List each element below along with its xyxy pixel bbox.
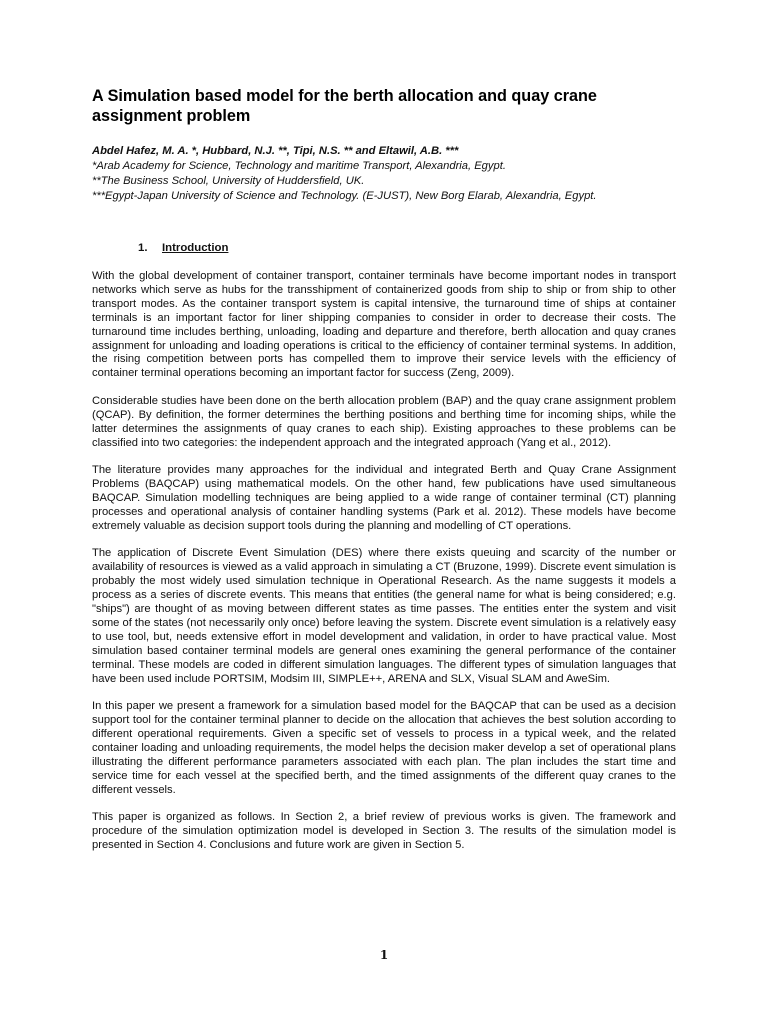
section-heading-introduction bbox=[138, 240, 676, 256]
author-block bbox=[92, 144, 676, 204]
paragraph-3: The literature provides many approaches for the individual and integrated Berth and Quay Crane Assignment Problems (BAQCAP) using mathematical models. On the other hand, few publications have used simultaneous BAQCAP. Simulation modelling techniques are being applied to a wide range of container terminal (CT) planning processes and operational analysis of container handling systems (Park et al. 2012). These models have become extremely valuable as decision support tools during the planning and modelling of CT operations. bbox=[92, 464, 676, 532]
paper-title: A Simulation based model for the berth allocation and quay crane assignment problem bbox=[92, 87, 597, 125]
paragraph-4: The application of Discrete Event Simulation (DES) where there exists queuing and scarcity of the number or availability of resources is viewed as a valid approach in simulating a CT (Bruzone, 1999). Discrete event simulation is probably the most widely used simulation technique in Operational Research. As the name suggests it models a process as a series of discrete events. This means that entities (the general name for what is being considered; e.g. "ships") are thought of as moving between different states as time passes. The entities enter the system and visit some of the states (not necessarily only once) before leaving the system. Discrete event simulation is a relatively easy to use tool, but, needs extensive effort in model development and validation, in order to have practical value. Most simulation based container terminal models are general ones examining the general performance of the container terminal. These models are coded in different simulation languages. The different types of simulation languages that have been used include PORTSIM, Modsim III, SIMPLE++, ARENA and SLX, Visual SLAM and AweSim. bbox=[92, 547, 676, 685]
page-number: 1 bbox=[379, 948, 389, 962]
paragraph-2: Considerable studies have been done on the berth allocation problem (BAP) and the quay crane assignment problem (QCAP). By definition, the former determines the berthing positions and berthing time for incoming ships, while the latter determines the assignments of quay cranes to each ship). Existing approaches to these problems can be classified into two categories: the independent approach and the integrated approach (Yang et al., 2012). bbox=[92, 394, 676, 449]
paragraph-5: In this paper we present a framework for a simulation based model for the BAQCAP that can be used as a decision support tool for the container terminal planner to decide on the allocation that achieves the best solution according to different operational requirements. Given a specific set of vessels to process in a typical week, and the related container loading and unloading requirements, the model helps the decision maker develop a set of operational plans illustrating the different performance parameters associated with each plan. The plan includes the start time and service time for each vessel at the specified berth, and the timed assignments of the different quay cranes to the different vessels. bbox=[92, 700, 676, 796]
paragraph-1: With the global development of container transport, container terminals have become important nodes in transport networks which serve as hubs for the transshipment of containerized goods from ship to ship or from ship to other transport modes. As the container transport system is capital intensive, the turnaround time of ships at container terminals is an important factor for liner shipping companies to consider in order to decrease their costs. The turnaround time includes berthing, unloading, loading and departure and therefore, berth allocation and quay cranes assignment for unloading and loading operations is critical to the efficiency of container terminal systems. In addition, the rising competition between ports has compelled them to improve their service levels with the efficiency of container terminal operations becoming an important factor for success (Zeng, 2009). bbox=[92, 270, 676, 380]
paragraph-6: This paper is organized as follows. In Section 2, a brief review of previous works is given. The framework and procedure of the simulation optimization model is developed in Section 3. The results of the simulation model is presented in Section 4. Conclusions and future work are given in Section 5. bbox=[92, 811, 676, 852]
affiliation-3: ***Egypt-Japan University of Science and Technology. (E-JUST), New Borg Elarab, Alexandria, Egypt. bbox=[92, 190, 597, 202]
affiliation-1: *Arab Academy for Science, Technology and maritime Transport, Alexandria, Egypt. bbox=[92, 160, 506, 172]
section-title: Introduction bbox=[162, 242, 229, 254]
author-names: Abdel Hafez, M. A. *, Hubbard, N.J. **, Tipi, N.S. ** and Eltawil, A.B. *** bbox=[92, 145, 459, 157]
affiliation-2: **The Business School, University of Huddersfield, UK. bbox=[92, 175, 365, 187]
section-number: 1. bbox=[138, 242, 148, 254]
